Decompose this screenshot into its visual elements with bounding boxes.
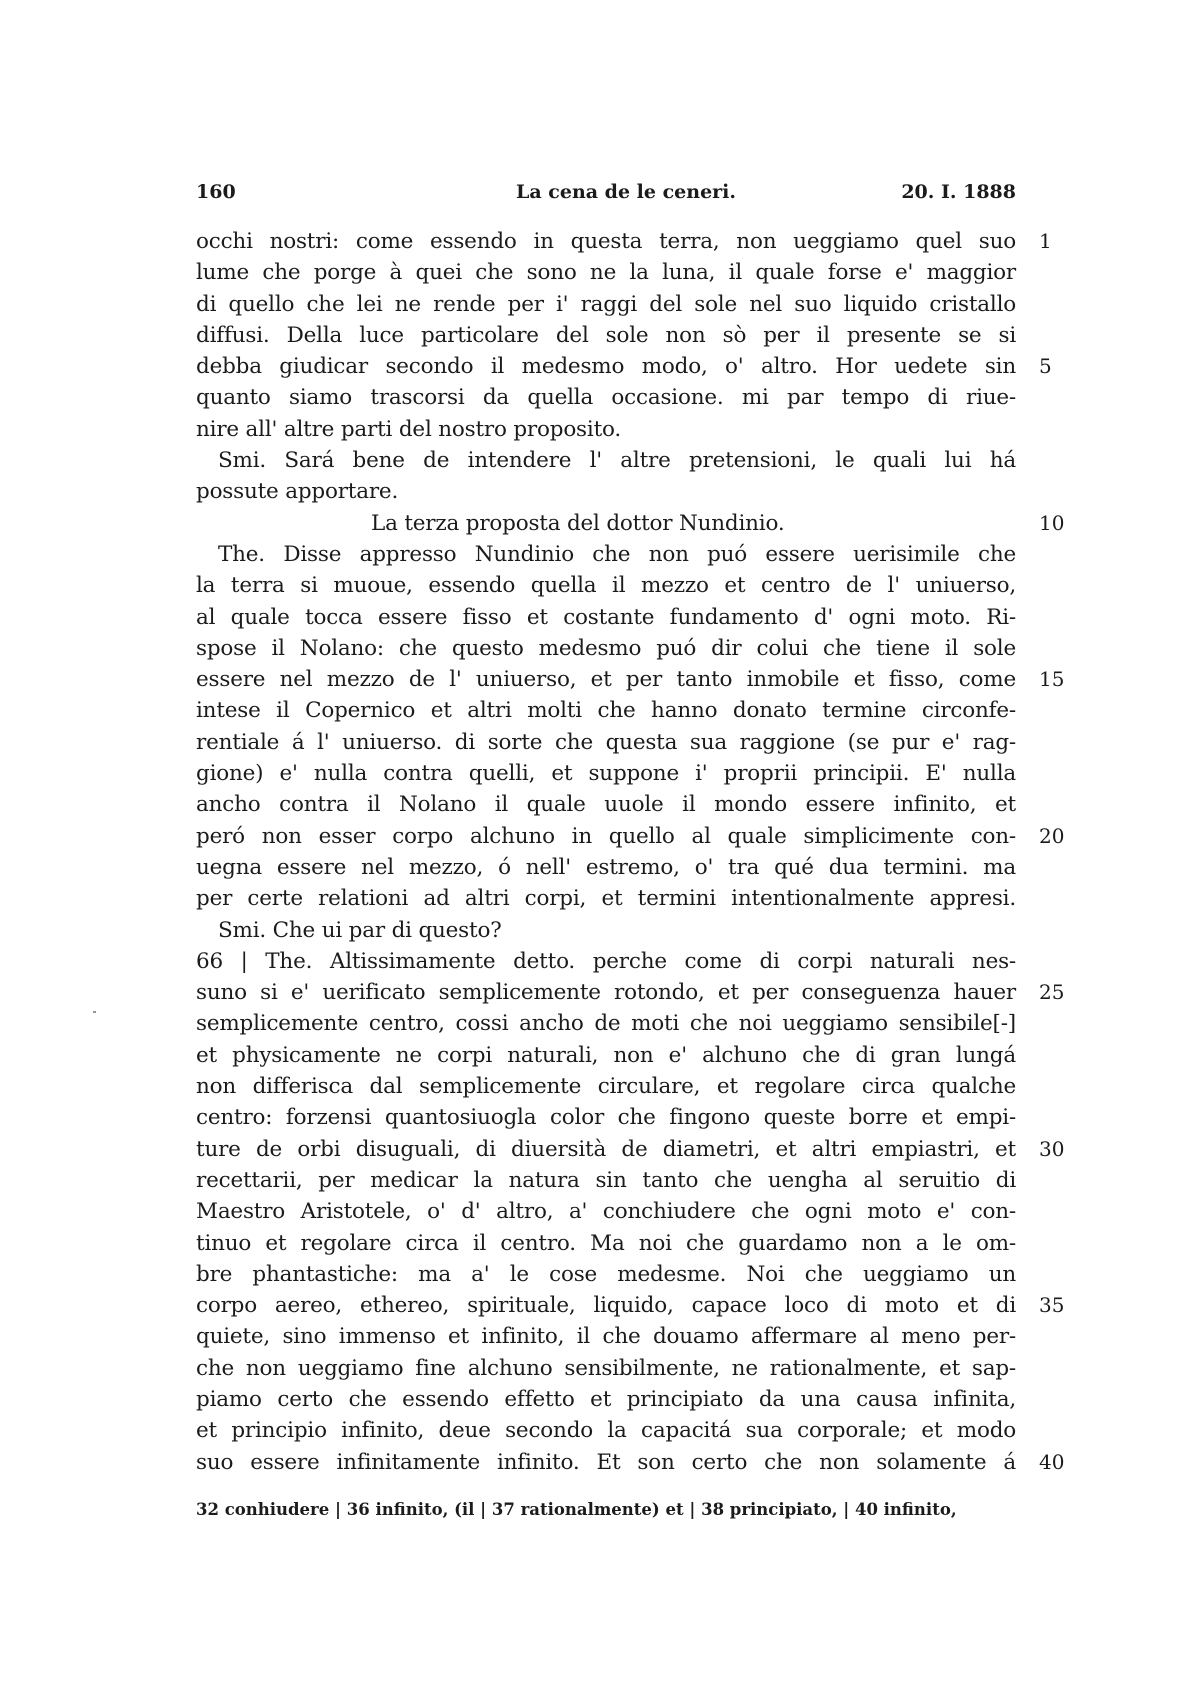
line-text: peró non esser corpo alchuno in quello al quale simplicimente con- [196, 823, 1016, 849]
line-text: al quale tocca essere fisso et costante fundamento d' ogni moto. Ri- [196, 604, 1016, 630]
line-text: Maestro Aristotele, o' d' altro, a' conchiudere che ogni moto e' con- [196, 1199, 1016, 1225]
line-text: corpo aereo, ethereo, spirituale, liquido, capace loco di moto et di [196, 1293, 1016, 1319]
text-line [196, 414, 1016, 445]
text-line [196, 445, 1016, 476]
line-text: ture de orbi disuguali, di diuersità de diametri, et altri empiastri, et [196, 1136, 1016, 1162]
text-line [196, 1071, 1016, 1102]
text-line [196, 476, 1016, 507]
text-line [196, 1415, 1016, 1446]
text-line [196, 1259, 1016, 1290]
running-title: La cena de le ceneri. [516, 181, 736, 203]
text-line [196, 883, 1016, 914]
line-text: bre phantastiche: ma a' le cose medesme. Noi che ueggiamo un [196, 1261, 1016, 1287]
text-line [196, 289, 1016, 320]
text-line [196, 1290, 1065, 1321]
running-header [196, 181, 1016, 205]
text-line [196, 977, 1065, 1008]
text-line [196, 1353, 1016, 1384]
text-line [196, 789, 1016, 820]
line-number: 15 [1039, 667, 1065, 692]
line-text: 66 | The. Altissimamente detto. perche come di corpi naturali nes- [196, 948, 1016, 974]
line-text: rentiale á l' uniuerso. di sorte che questa sua raggione (se pur e' rag- [196, 729, 1016, 755]
text-line [196, 351, 1052, 382]
text-line [196, 758, 1016, 789]
text-line [196, 320, 1016, 351]
text-line [196, 1008, 1016, 1039]
text-line [196, 1196, 1016, 1227]
line-text: la terra si muoue, essendo quella il mezzo et centro de l' uniuerso, [196, 573, 1016, 599]
line-text: gione) e' nulla contra quelli, et suppone i' proprii principii. E' nulla [196, 761, 1016, 787]
line-text: suno si e' uerificato semplicemente rotondo, et per conseguenza hauer [196, 980, 1016, 1006]
line-text: et principio infinito, deue secondo la capacitá sua corporale; et modo [196, 1418, 1016, 1444]
line-text: centro: forzensi quantosiuogla color che fingono queste borre et empi- [196, 1105, 1016, 1131]
text-line [196, 1134, 1065, 1165]
line-number: 20 [1039, 823, 1065, 848]
text-line [196, 727, 1016, 758]
line-text: quiete, sino immenso et infinito, il che douamo affermare al meno per- [196, 1324, 1016, 1350]
line-text: et physicamente ne corpi naturali, non e' alchuno che di gran lungá [196, 1042, 1016, 1068]
line-text: piamo certo che essendo effetto et principiato da una causa infinita, [196, 1386, 1016, 1412]
line-text: essere nel mezzo de l' uniuerso, et per tanto inmobile et fisso, come [196, 667, 1016, 693]
margin-mark [93, 1011, 96, 1013]
line-text: uegna essere nel mezzo, ó nell' estremo, o' tra qué dua termini. ma [196, 854, 1016, 880]
text-line [196, 821, 1065, 852]
line-text: La terza proposta del dottor Nundinio. [371, 510, 785, 536]
line-text: che non ueggiamo fine alchuno sensibilmente, ne rationalmente, et sap- [196, 1355, 1016, 1381]
line-text: spose il Nolano: che questo medesmo puó dir colui che tiene il sole [196, 635, 1016, 661]
text-line [196, 539, 1016, 570]
line-text: occhi nostri: come essendo in questa terra, non ueggiamo quel suo [196, 229, 1016, 254]
text-line [196, 382, 1016, 413]
line-text: semplicemente centro, cossi ancho de moti che noi ueggiamo sensibile[-] [196, 1011, 1016, 1037]
text-line [196, 1321, 1016, 1352]
line-text: debba giudicar secondo il medesmo modo, o' altro. Hor uedete sin [196, 354, 1016, 380]
text-line [196, 508, 1065, 539]
line-text: nire all' altre parti del nostro proposito. [196, 416, 622, 442]
line-text: di quello che lei ne rende per i' raggi del sole nel suo liquido cristallo [196, 291, 1016, 317]
line-number: 5 [1039, 354, 1052, 379]
line-number: 1 [1039, 229, 1052, 253]
text-line [196, 695, 1016, 726]
line-text: Smi. Sará bene de intendere l' altre pretensioni, le quali lui há [218, 448, 1016, 474]
line-text: The. Disse appresso Nundinio che non puó essere uerisimile che [218, 541, 1016, 567]
critical-apparatus: 32 conhiudere | 36 infinito, (il | 37 rationalmente) et | 38 principiato, | 40 infinito, [196, 1500, 957, 1519]
text-line [196, 664, 1065, 695]
line-number: 25 [1039, 980, 1065, 1005]
text-line [196, 633, 1016, 664]
text-line [196, 1384, 1016, 1415]
line-number: 35 [1039, 1293, 1065, 1318]
line-number: 30 [1039, 1136, 1065, 1161]
text-line [196, 1102, 1016, 1133]
line-text: intese il Copernico et altri molti che hanno donato termine circonfe- [196, 698, 1016, 724]
text-line [196, 1447, 1065, 1478]
text-line [196, 570, 1016, 601]
line-text: per certe relationi ad altri corpi, et termini intentionalmente appresi. [196, 886, 1016, 912]
line-text: lume che porge à quei che sono ne la luna, il quale forse e' maggior [196, 260, 1016, 286]
main-text [196, 226, 1065, 1478]
line-text: possute apportare. [196, 479, 399, 505]
line-number: 10 [1039, 510, 1065, 535]
text-line [196, 1040, 1016, 1071]
line-text: quanto siamo trascorsi da quella occasione. mi par tempo di riue- [196, 385, 1016, 411]
page-number: 160 [196, 181, 236, 203]
text-line [196, 1165, 1016, 1196]
line-text: ancho contra il Nolano il quale uuole il mondo essere infinito, et [196, 792, 1016, 818]
line-text: recettarii, per medicar la natura sin tanto che uengha al seruitio di [196, 1167, 1016, 1193]
text-line [196, 257, 1016, 288]
line-text: diffusi. Della luce particolare del sole non sò per il presente se si [196, 322, 1016, 348]
header-date: 20. I. 1888 [901, 181, 1016, 203]
text-line [196, 915, 1016, 946]
line-text: tinuo et regolare circa il centro. Ma noi che guardamo non a le om- [196, 1230, 1016, 1256]
line-text: Smi. Che ui par di questo? [218, 917, 502, 943]
text-line [196, 946, 1016, 977]
line-text: suo essere infinitamente infinito. Et son certo che non solamente á [196, 1449, 1016, 1475]
line-text: non differisca dal semplicemente circulare, et regolare circa qualche [196, 1074, 1016, 1100]
text-line [196, 1228, 1016, 1259]
text-line [196, 602, 1016, 633]
line-number: 40 [1039, 1449, 1065, 1474]
text-line [196, 852, 1016, 883]
text-line [196, 226, 1052, 257]
